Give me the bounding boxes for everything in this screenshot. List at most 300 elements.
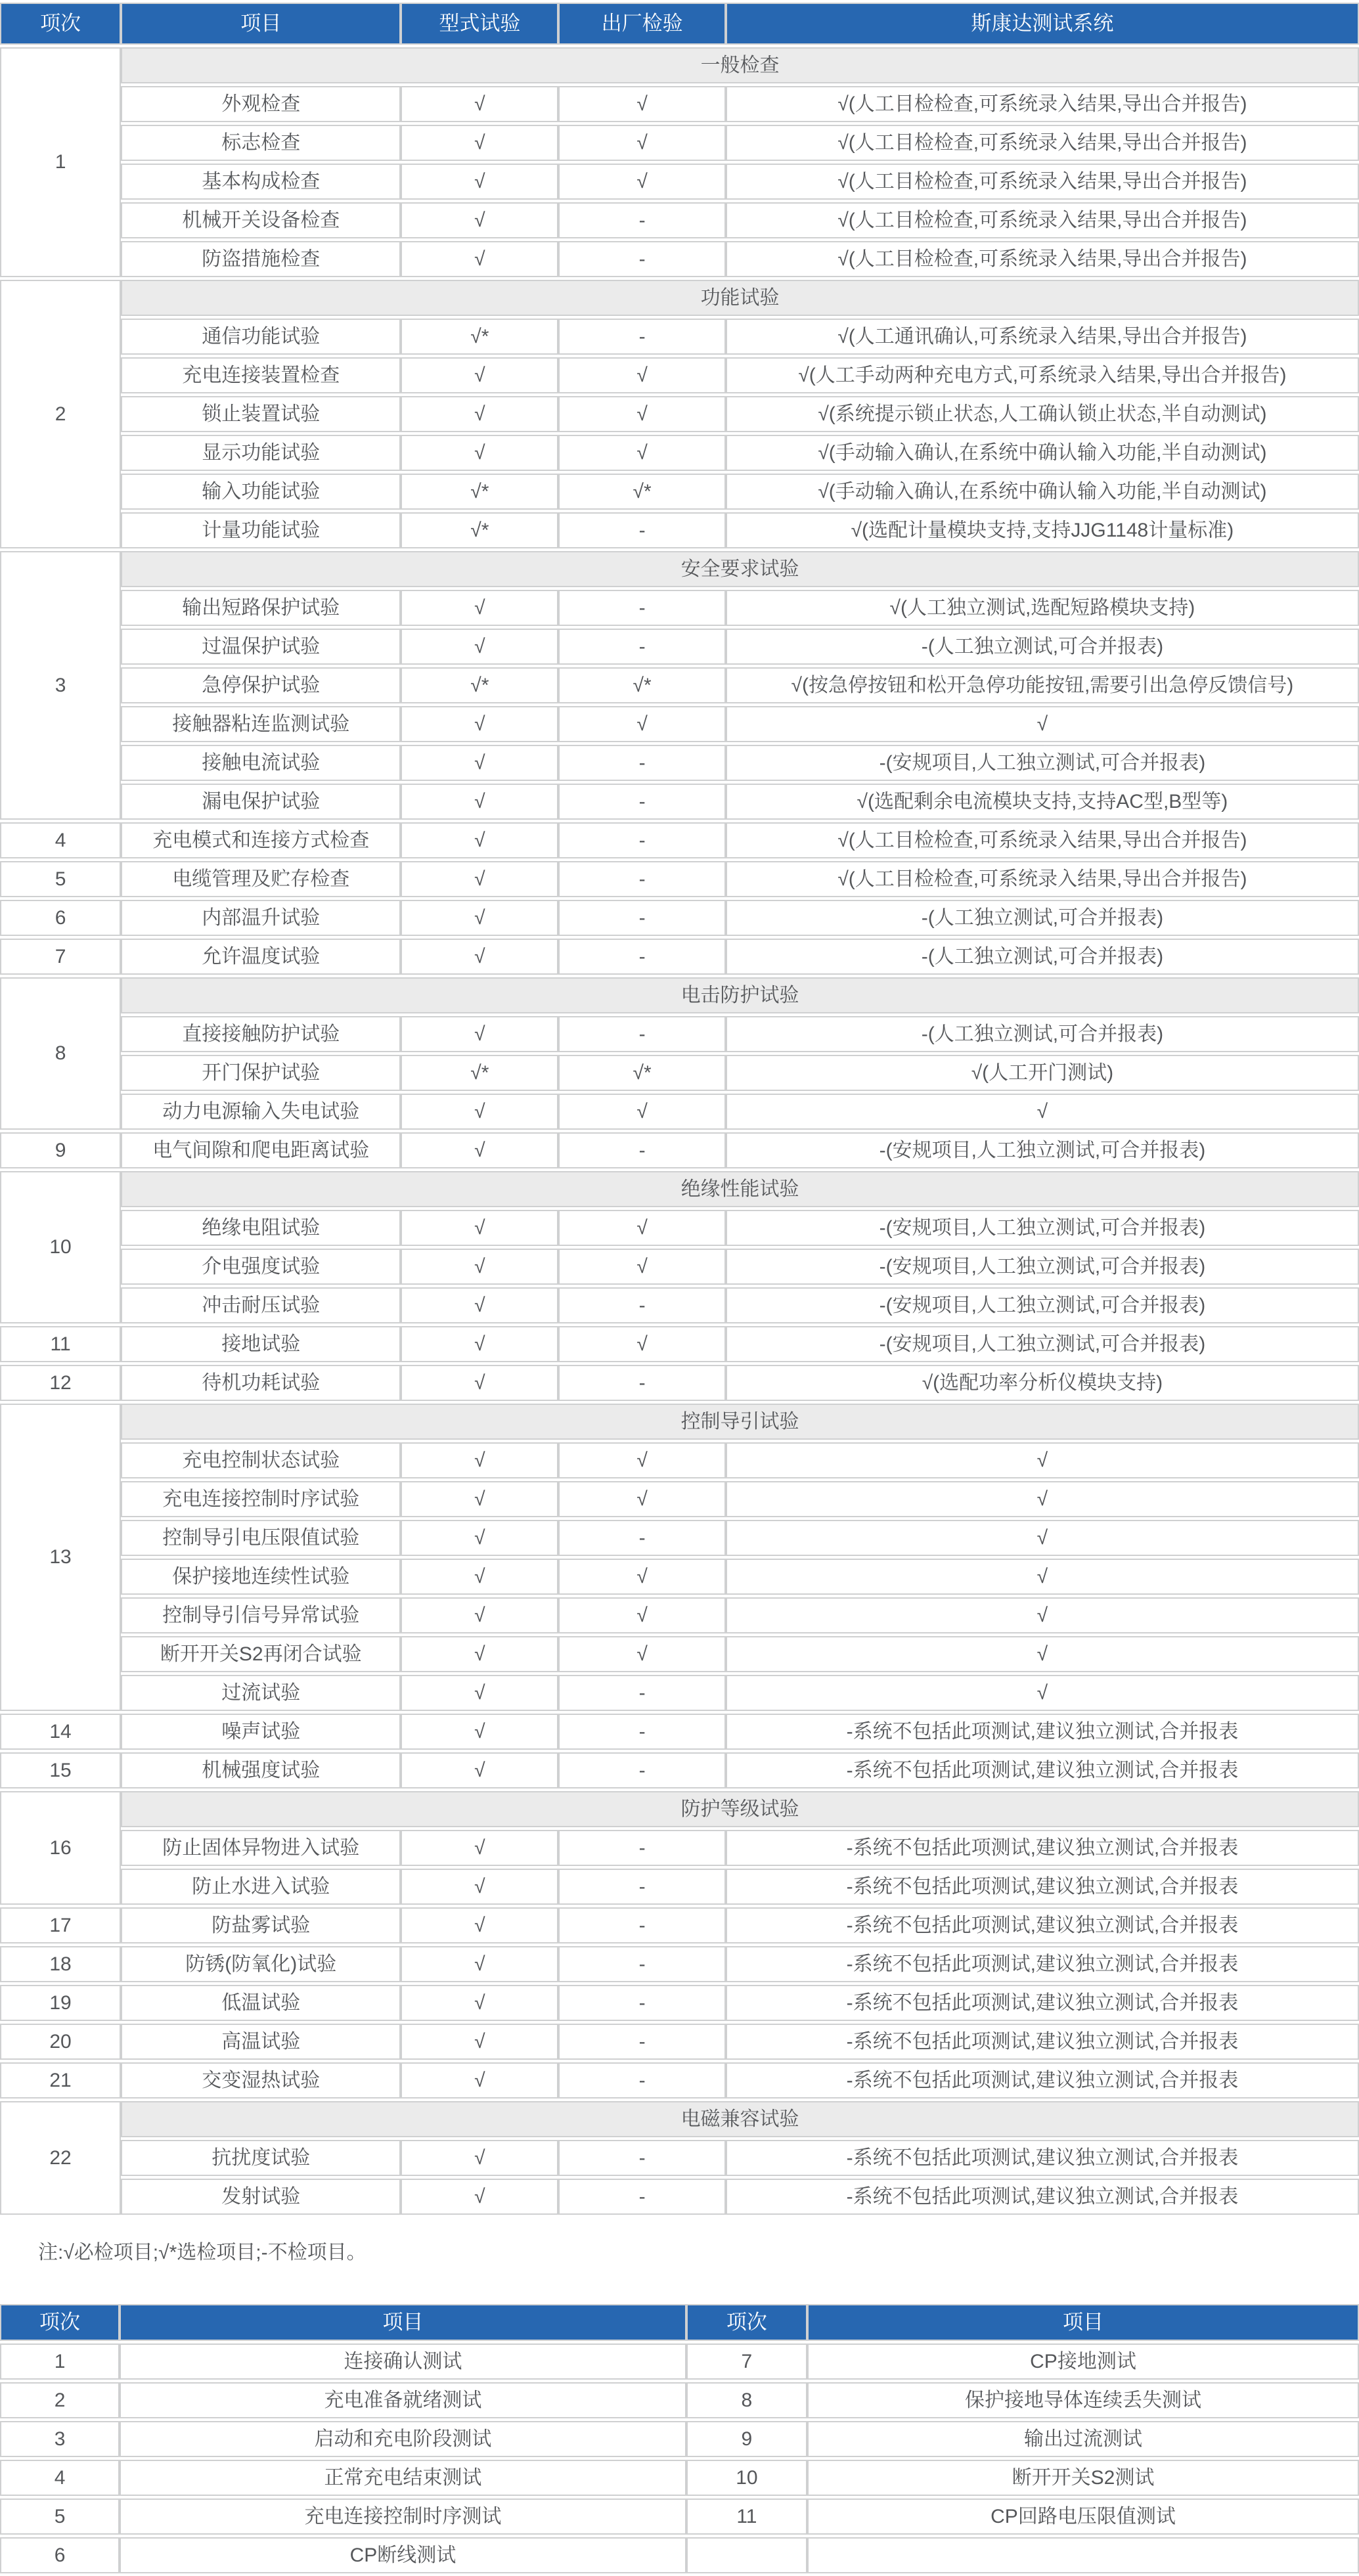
type-test-cell: √ <box>401 1481 558 1517</box>
system-support-cell: √(选配功率分析仪模块支持) <box>726 1365 1359 1401</box>
system-support-cell: -(人工独立测试,可合并报表) <box>726 900 1359 936</box>
item-name-cell: 断开开关S2再闭合试验 <box>121 1636 401 1672</box>
table-row <box>0 1636 1359 1672</box>
table-row <box>0 1055 1359 1091</box>
cp-number-cell: 4 <box>0 2460 120 2496</box>
type-test-cell: √ <box>401 164 558 200</box>
item-name-cell: 电气间隙和爬电距离试验 <box>121 1132 401 1168</box>
item-name-cell: 通信功能试验 <box>121 319 401 355</box>
factory-test-cell: √ <box>558 396 725 432</box>
section-band-cell: 控制导引试验 <box>121 1404 1359 1440</box>
factory-test-cell: √ <box>558 435 725 471</box>
item-number-cell: 20 <box>0 2024 121 2060</box>
item-name-cell: 接地试验 <box>121 1326 401 1362</box>
type-test-cell: √ <box>401 86 558 122</box>
type-test-cell: √ <box>401 2062 558 2099</box>
system-support-cell: √ <box>726 1442 1359 1478</box>
cp-name-cell <box>807 2537 1359 2573</box>
table-row <box>0 1481 1359 1517</box>
factory-test-cell: √ <box>558 86 725 122</box>
table-row <box>0 125 1359 161</box>
factory-test-cell: - <box>558 2179 725 2215</box>
table-row <box>0 512 1359 548</box>
table-row <box>0 1442 1359 1478</box>
cp-header-row <box>0 2304 1359 2341</box>
factory-test-cell: √* <box>558 667 725 703</box>
factory-test-cell: √ <box>558 125 725 161</box>
system-support-cell: √(人工目检检查,可系统录入结果,导出合并报告) <box>726 202 1359 238</box>
table-row <box>0 202 1359 238</box>
cp-name-cell: 充电连接控制时序测试 <box>120 2498 686 2535</box>
type-test-cell: √ <box>401 1869 558 1905</box>
table-row <box>0 2498 1359 2535</box>
factory-test-cell: √* <box>558 1055 725 1091</box>
item-name-cell: 交变湿热试验 <box>121 2062 401 2099</box>
item-name-cell: 抗扰度试验 <box>121 2140 401 2176</box>
factory-test-cell: √ <box>558 1442 725 1478</box>
system-support-cell: -(安规项目,人工独立测试,可合并报表) <box>726 1132 1359 1168</box>
system-support-cell: √(人工通讯确认,可系统录入结果,导出合并报告) <box>726 319 1359 355</box>
factory-test-cell: √ <box>558 357 725 393</box>
cp-header-cell: 项目 <box>120 2304 686 2341</box>
item-name-cell: 锁止装置试验 <box>121 396 401 432</box>
item-number-cell: 11 <box>0 1326 121 1362</box>
system-support-cell: √(选配计量模块支持,支持JJG1148计量标准) <box>726 512 1359 548</box>
table-row <box>0 2140 1359 2176</box>
item-name-cell: 过流试验 <box>121 1675 401 1711</box>
type-test-cell: √* <box>401 319 558 355</box>
factory-test-cell: - <box>558 1365 725 1401</box>
item-name-cell: 接触器粘连监测试验 <box>121 706 401 742</box>
factory-test-cell: √ <box>558 1481 725 1517</box>
table-row <box>0 861 1359 897</box>
factory-test-cell: - <box>558 1016 725 1052</box>
cp-name-cell: 启动和充电阶段测试 <box>120 2421 686 2457</box>
factory-test-cell: - <box>558 822 725 858</box>
system-support-cell: √ <box>726 1636 1359 1672</box>
cp-number-cell: 3 <box>0 2421 120 2457</box>
type-test-cell: √ <box>401 861 558 897</box>
factory-test-cell: √ <box>558 1597 725 1633</box>
type-test-cell: √ <box>401 125 558 161</box>
table-row <box>0 784 1359 820</box>
table-row <box>0 1326 1359 1362</box>
type-test-cell: √ <box>401 1520 558 1556</box>
table-row <box>0 1752 1359 1788</box>
item-name-cell: 高温试验 <box>121 2024 401 2060</box>
item-name-cell: 防盗措施检查 <box>121 241 401 277</box>
factory-test-cell: - <box>558 2024 725 2060</box>
section-band-cell: 防护等级试验 <box>121 1791 1359 1827</box>
item-name-cell: 基本构成检查 <box>121 164 401 200</box>
system-support-cell: √ <box>726 1675 1359 1711</box>
item-name-cell: 漏电保护试验 <box>121 784 401 820</box>
table-row <box>0 1830 1359 1866</box>
system-support-cell: √(人工目检检查,可系统录入结果,导出合并报告) <box>726 822 1359 858</box>
type-test-cell: √* <box>401 1055 558 1091</box>
table-row <box>0 164 1359 200</box>
item-number-cell: 15 <box>0 1752 121 1788</box>
table-row <box>0 551 1359 587</box>
factory-test-cell: - <box>558 900 725 936</box>
table-row <box>0 1907 1359 1943</box>
table-row <box>0 745 1359 781</box>
item-number-cell: 2 <box>0 280 121 548</box>
table-row <box>0 1094 1359 1130</box>
type-test-cell: √ <box>401 1442 558 1478</box>
factory-test-cell: √ <box>558 1559 725 1595</box>
system-support-cell: √(人工目检检查,可系统录入结果,导出合并报告) <box>726 241 1359 277</box>
main-header-row <box>0 3 1359 45</box>
table-row <box>0 319 1359 355</box>
type-test-cell: √ <box>401 1714 558 1750</box>
item-name-cell: 标志检查 <box>121 125 401 161</box>
factory-test-cell: - <box>558 629 725 665</box>
table-row <box>0 2382 1359 2418</box>
table-row <box>0 822 1359 858</box>
item-name-cell: 控制导引信号异常试验 <box>121 1597 401 1633</box>
item-number-cell: 12 <box>0 1365 121 1401</box>
table-row <box>0 939 1359 975</box>
item-number-cell: 6 <box>0 900 121 936</box>
type-test-cell: √ <box>401 1907 558 1943</box>
cp-number-cell: 9 <box>686 2421 807 2457</box>
table-row <box>0 900 1359 936</box>
item-number-cell: 19 <box>0 1985 121 2021</box>
type-test-cell: √ <box>401 2140 558 2176</box>
factory-test-cell: - <box>558 1946 725 1982</box>
cp-name-cell: 正常充电结束测试 <box>120 2460 686 2496</box>
table-row <box>0 86 1359 122</box>
cp-header-cell: 项次 <box>686 2304 807 2341</box>
factory-test-cell: √ <box>558 1326 725 1362</box>
type-test-cell: √ <box>401 1597 558 1633</box>
type-test-cell: √ <box>401 2179 558 2215</box>
item-number-cell: 16 <box>0 1791 121 1905</box>
item-name-cell: 充电模式和连接方式检查 <box>121 822 401 858</box>
item-name-cell: 电缆管理及贮存检查 <box>121 861 401 897</box>
table-row <box>0 1675 1359 1711</box>
item-number-cell: 4 <box>0 822 121 858</box>
table-row <box>0 1171 1359 1207</box>
type-test-cell: √ <box>401 1830 558 1866</box>
main-header-cell: 项目 <box>121 3 401 45</box>
section-band-cell: 安全要求试验 <box>121 551 1359 587</box>
table-row <box>0 1249 1359 1285</box>
table-row <box>0 1016 1359 1052</box>
system-support-cell: √ <box>726 1597 1359 1633</box>
cp-name-cell: 保护接地导体连续丢失测试 <box>807 2382 1359 2418</box>
type-test-cell: √ <box>401 1559 558 1595</box>
cp-number-cell: 2 <box>0 2382 120 2418</box>
table-row <box>0 1132 1359 1168</box>
table-row <box>0 2024 1359 2060</box>
factory-test-cell: - <box>558 512 725 548</box>
type-test-cell: √ <box>401 1675 558 1711</box>
item-number-cell: 17 <box>0 1907 121 1943</box>
factory-test-cell: - <box>558 2062 725 2099</box>
system-support-cell: √(系统提示锁止状态,人工确认锁止状态,半自动测试) <box>726 396 1359 432</box>
table-row <box>0 2537 1359 2573</box>
section-band-cell: 功能试验 <box>121 280 1359 316</box>
system-support-cell: √(选配剩余电流模块支持,支持AC型,B型等) <box>726 784 1359 820</box>
factory-test-cell: - <box>558 1869 725 1905</box>
table-row <box>0 590 1359 626</box>
factory-test-cell: √* <box>558 474 725 510</box>
type-test-cell: √ <box>401 202 558 238</box>
factory-test-cell: - <box>558 1132 725 1168</box>
factory-test-cell: - <box>558 1830 725 1866</box>
system-support-cell: -(安规项目,人工独立测试,可合并报表) <box>726 745 1359 781</box>
system-support-cell: -系统不包括此项测试,建议独立测试,合并报表 <box>726 1869 1359 1905</box>
system-support-cell: -(安规项目,人工独立测试,可合并报表) <box>726 1326 1359 1362</box>
table-row <box>0 47 1359 83</box>
item-number-cell: 21 <box>0 2062 121 2099</box>
item-name-cell: 防锈(防氧化)试验 <box>121 1946 401 1982</box>
item-name-cell: 充电连接装置检查 <box>121 357 401 393</box>
item-name-cell: 充电控制状态试验 <box>121 1442 401 1478</box>
table-row <box>0 1714 1359 1750</box>
table-row <box>0 357 1359 393</box>
item-number-cell: 13 <box>0 1404 121 1711</box>
type-test-cell: √ <box>401 1752 558 1788</box>
system-support-cell: -系统不包括此项测试,建议独立测试,合并报表 <box>726 2140 1359 2176</box>
cp-name-cell: 充电准备就绪测试 <box>120 2382 686 2418</box>
system-support-cell: -(安规项目,人工独立测试,可合并报表) <box>726 1287 1359 1323</box>
factory-test-cell: √ <box>558 706 725 742</box>
item-name-cell: 介电强度试验 <box>121 1249 401 1285</box>
table-row <box>0 1985 1359 2021</box>
factory-test-cell: - <box>558 202 725 238</box>
system-support-cell: -(人工独立测试,可合并报表) <box>726 939 1359 975</box>
item-name-cell: 发射试验 <box>121 2179 401 2215</box>
factory-test-cell: √ <box>558 1249 725 1285</box>
system-support-cell: -系统不包括此项测试,建议独立测试,合并报表 <box>726 2024 1359 2060</box>
factory-test-cell: - <box>558 1752 725 1788</box>
system-support-cell: √ <box>726 706 1359 742</box>
type-test-cell: √ <box>401 357 558 393</box>
item-name-cell: 待机功耗试验 <box>121 1365 401 1401</box>
item-number-cell: 5 <box>0 861 121 897</box>
table-row <box>0 1287 1359 1323</box>
table-row <box>0 2460 1359 2496</box>
type-test-cell: √* <box>401 512 558 548</box>
type-test-cell: √ <box>401 900 558 936</box>
item-name-cell: 计量功能试验 <box>121 512 401 548</box>
system-support-cell: -(人工独立测试,可合并报表) <box>726 629 1359 665</box>
system-support-cell: -系统不包括此项测试,建议独立测试,合并报表 <box>726 1830 1359 1866</box>
factory-test-cell: √ <box>558 164 725 200</box>
cp-number-cell: 11 <box>686 2498 807 2535</box>
table-row <box>0 977 1359 1013</box>
table-row <box>0 667 1359 703</box>
item-name-cell: 控制导引电压限值试验 <box>121 1520 401 1556</box>
type-test-cell: √ <box>401 396 558 432</box>
type-test-cell: √ <box>401 1326 558 1362</box>
system-support-cell: -系统不包括此项测试,建议独立测试,合并报表 <box>726 1985 1359 2021</box>
item-name-cell: 机械强度试验 <box>121 1752 401 1788</box>
cp-number-cell: 1 <box>0 2343 120 2380</box>
table-row <box>0 1869 1359 1905</box>
item-number-cell: 14 <box>0 1714 121 1750</box>
section-band-cell: 电磁兼容试验 <box>121 2101 1359 2137</box>
cp-name-cell: CP断线测试 <box>120 2537 686 2573</box>
factory-test-cell: - <box>558 1985 725 2021</box>
item-number-cell: 3 <box>0 551 121 820</box>
type-test-cell: √ <box>401 435 558 471</box>
system-support-cell: √(按急停按钮和松开急停功能按钮,需要引出急停反馈信号) <box>726 667 1359 703</box>
factory-test-cell: - <box>558 1287 725 1323</box>
system-support-cell: -系统不包括此项测试,建议独立测试,合并报表 <box>726 1714 1359 1750</box>
type-test-cell: √ <box>401 1365 558 1401</box>
table-row <box>0 1520 1359 1556</box>
type-test-cell: √ <box>401 629 558 665</box>
cp-header-cell: 项次 <box>0 2304 120 2341</box>
system-support-cell: √(人工目检检查,可系统录入结果,导出合并报告) <box>726 164 1359 200</box>
table-row <box>0 706 1359 742</box>
system-support-cell: √(人工开门测试) <box>726 1055 1359 1091</box>
type-test-cell: √ <box>401 1636 558 1672</box>
type-test-cell: √ <box>401 241 558 277</box>
cp-name-cell: CP接地测试 <box>807 2343 1359 2380</box>
table-row <box>0 2343 1359 2380</box>
item-name-cell: 绝缘电阻试验 <box>121 1210 401 1246</box>
cp-tests-table <box>0 2301 1359 2576</box>
item-number-cell: 8 <box>0 977 121 1130</box>
system-support-cell: √(手动输入确认,在系统中确认输入功能,半自动测试) <box>726 474 1359 510</box>
type-test-cell: √ <box>401 1946 558 1982</box>
cp-name-cell: 连接确认测试 <box>120 2343 686 2380</box>
type-test-cell: √ <box>401 1016 558 1052</box>
cp-name-cell: 断开开关S2测试 <box>807 2460 1359 2496</box>
legend-note: 注:√必检项目;√*选检项目;-不检项目。 <box>38 2242 367 2263</box>
table-row <box>0 241 1359 277</box>
table-row <box>0 1946 1359 1982</box>
system-support-cell: -系统不包括此项测试,建议独立测试,合并报表 <box>726 1907 1359 1943</box>
item-number-cell: 7 <box>0 939 121 975</box>
cp-tests-table-body <box>0 2304 1359 2573</box>
item-name-cell: 低温试验 <box>121 1985 401 2021</box>
type-test-cell: √ <box>401 1132 558 1168</box>
factory-test-cell: - <box>558 319 725 355</box>
factory-test-cell: - <box>558 590 725 626</box>
table-row <box>0 1404 1359 1440</box>
main-header-cell: 斯康达测试系统 <box>726 3 1359 45</box>
table-row <box>0 629 1359 665</box>
type-test-cell: √ <box>401 784 558 820</box>
system-support-cell: -系统不包括此项测试,建议独立测试,合并报表 <box>726 2179 1359 2215</box>
cp-number-cell <box>686 2537 807 2573</box>
factory-test-cell: √ <box>558 1094 725 1130</box>
system-support-cell: -(人工独立测试,可合并报表) <box>726 1016 1359 1052</box>
type-test-cell: √ <box>401 590 558 626</box>
item-name-cell: 保护接地连续性试验 <box>121 1559 401 1595</box>
table-row <box>0 2179 1359 2215</box>
type-test-cell: √ <box>401 706 558 742</box>
item-name-cell: 过温保护试验 <box>121 629 401 665</box>
item-name-cell: 噪声试验 <box>121 1714 401 1750</box>
item-name-cell: 防止固体异物进入试验 <box>121 1830 401 1866</box>
factory-test-cell: - <box>558 745 725 781</box>
item-name-cell: 充电连接控制时序试验 <box>121 1481 401 1517</box>
system-support-cell: -系统不包括此项测试,建议独立测试,合并报表 <box>726 1946 1359 1982</box>
table-row <box>0 2062 1359 2099</box>
table-row <box>0 1210 1359 1246</box>
type-test-cell: √ <box>401 1210 558 1246</box>
table-row <box>0 1791 1359 1827</box>
system-support-cell: √(人工独立测试,选配短路模块支持) <box>726 590 1359 626</box>
table-row <box>0 1365 1359 1401</box>
table-row <box>0 280 1359 316</box>
table-row <box>0 396 1359 432</box>
factory-test-cell: - <box>558 1714 725 1750</box>
type-test-cell: √ <box>401 1985 558 2021</box>
item-name-cell: 开门保护试验 <box>121 1055 401 1091</box>
factory-test-cell: - <box>558 2140 725 2176</box>
system-support-cell: √ <box>726 1481 1359 1517</box>
system-support-cell: √ <box>726 1520 1359 1556</box>
table-row <box>0 474 1359 510</box>
factory-test-cell: - <box>558 861 725 897</box>
factory-test-cell: - <box>558 784 725 820</box>
system-support-cell: √ <box>726 1559 1359 1595</box>
cp-number-cell: 7 <box>686 2343 807 2380</box>
item-name-cell: 防止水进入试验 <box>121 1869 401 1905</box>
main-header-cell: 型式试验 <box>401 3 558 45</box>
system-support-cell: -(安规项目,人工独立测试,可合并报表) <box>726 1249 1359 1285</box>
type-test-cell: √ <box>401 1094 558 1130</box>
cp-number-cell: 5 <box>0 2498 120 2535</box>
cp-number-cell: 10 <box>686 2460 807 2496</box>
item-name-cell: 防盐雾试验 <box>121 1907 401 1943</box>
table-row <box>0 435 1359 471</box>
factory-test-cell: √ <box>558 1636 725 1672</box>
system-support-cell: -系统不包括此项测试,建议独立测试,合并报表 <box>726 2062 1359 2099</box>
item-name-cell: 内部温升试验 <box>121 900 401 936</box>
type-test-cell: √ <box>401 2024 558 2060</box>
type-test-cell: √ <box>401 745 558 781</box>
system-support-cell: -系统不包括此项测试,建议独立测试,合并报表 <box>726 1752 1359 1788</box>
system-support-cell: √(人工目检检查,可系统录入结果,导出合并报告) <box>726 86 1359 122</box>
system-support-cell: √(人工目检检查,可系统录入结果,导出合并报告) <box>726 125 1359 161</box>
item-name-cell: 输出短路保护试验 <box>121 590 401 626</box>
system-support-cell: √ <box>726 1094 1359 1130</box>
type-test-cell: √ <box>401 1287 558 1323</box>
type-test-cell: √ <box>401 939 558 975</box>
table-row <box>0 2101 1359 2137</box>
factory-test-cell: - <box>558 939 725 975</box>
item-number-cell: 18 <box>0 1946 121 1982</box>
section-band-cell: 绝缘性能试验 <box>121 1171 1359 1207</box>
item-number-cell: 22 <box>0 2101 121 2215</box>
type-test-cell: √* <box>401 667 558 703</box>
type-test-cell: √ <box>401 822 558 858</box>
cp-name-cell: 输出过流测试 <box>807 2421 1359 2457</box>
type-test-cell: √ <box>401 1249 558 1285</box>
item-name-cell: 接触电流试验 <box>121 745 401 781</box>
system-support-cell: √(手动输入确认,在系统中确认输入功能,半自动测试) <box>726 435 1359 471</box>
item-number-cell: 10 <box>0 1171 121 1323</box>
table-row <box>0 2421 1359 2457</box>
type-test-cell: √* <box>401 474 558 510</box>
main-header-cell: 项次 <box>0 3 121 45</box>
item-name-cell: 外观检查 <box>121 86 401 122</box>
table-row <box>0 1597 1359 1633</box>
item-name-cell: 允许温度试验 <box>121 939 401 975</box>
table-row <box>0 1559 1359 1595</box>
factory-test-cell: - <box>558 1520 725 1556</box>
factory-test-cell: - <box>558 1675 725 1711</box>
